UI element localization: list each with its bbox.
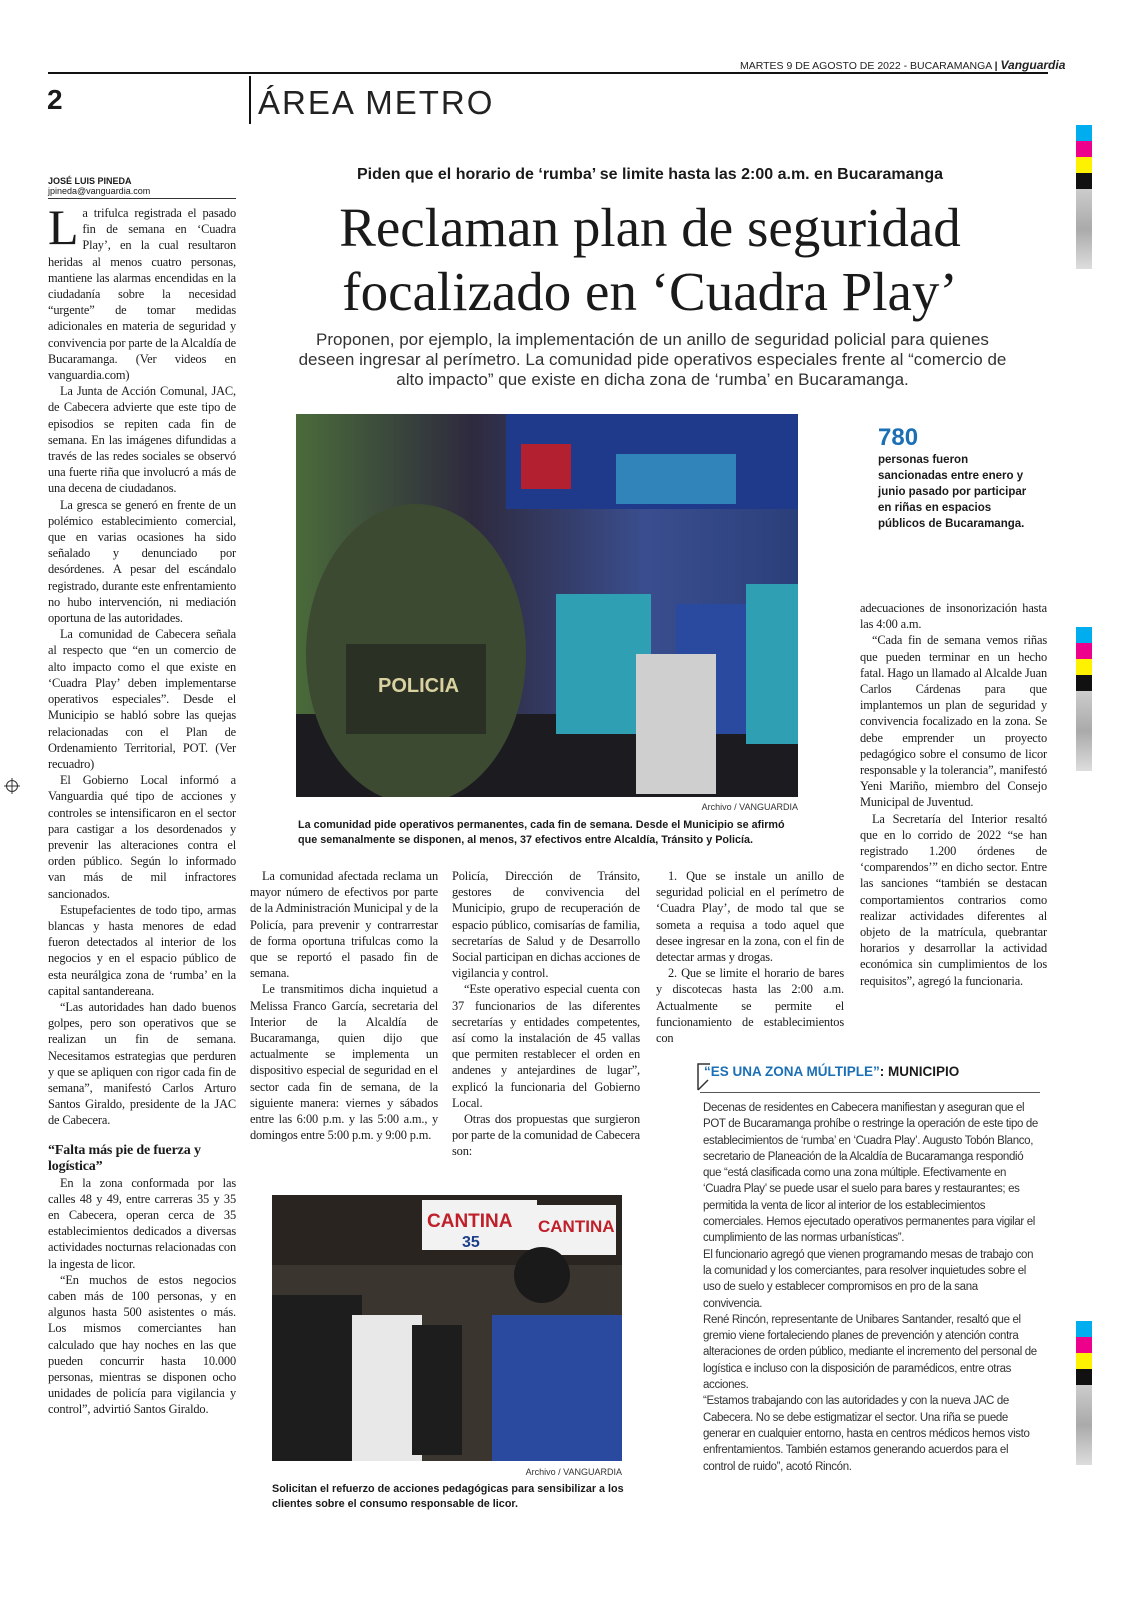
- photo2-caption: Solicitan el refuerzo de acciones pedagógicas para sensibilizar a los clientes sobre el consumo responsable de licor.: [272, 1483, 624, 1510]
- photo-pedagogical-action: [272, 1195, 622, 1461]
- title-line-2: focalizado en ‘Cuadra Play’: [342, 261, 958, 322]
- sidebar-paragraph-1: Decenas de residentes en Cabecera manifiestan y aseguran que el POT de Bucaramanga prohíbe o restringe la operación de este tipo de establecimientos de ‘rumba’ en ‘Cuadra Play’. Augusto Tobón Blanco, secretario de Planeación de la Alcaldía de Bucaramanga respondió que “está clasificada como una zona múltiple. Efectivamente en ‘Cuadra Play’ se puede usar el suelo para bares y restaurantes; es permitida la venta de licor al interior de los establecimientos comerciales. Hemos ejecutado operativos permanentes para vigilar el cumplimiento de las normas urbanísticas”.: [703, 1102, 1038, 1245]
- photo1-caption: La comunidad pide operativos permanentes, cada fin de semana. Desde el Municipio se afirmó que semanalmente se disponen, al menos, 37 efectivos entre Alcaldía, Tránsito y Policía.: [298, 819, 785, 846]
- col2-paragraph-1: La comunidad afectada reclama un mayor número de efectivos por parte de la Administración Municipal y de la Policía, para prevenir y contrarrestar de forma oportuna trifulcas como la que se reportó el pasado fin de semana.: [250, 869, 438, 981]
- reg-black: [1076, 173, 1092, 189]
- reg-yellow: [1076, 1353, 1092, 1369]
- sign-number-1: 35: [462, 1234, 480, 1251]
- col3-paragraph-3: Otras dos propuestas que surgieron por parte de la comunidad de Cabecera son:: [452, 1112, 640, 1159]
- header-rule: [48, 72, 1048, 74]
- sidebar-title: [704, 1064, 959, 1079]
- stat-text: personas fueron sancionadas entre enero y junio pasado por participar en riñas en espacios públicos de Bucaramanga.: [878, 454, 1027, 530]
- reg-yellow: [1076, 659, 1092, 675]
- byline-author: JOSÉ LUIS PINEDA: [48, 176, 132, 186]
- registration-marks-middle: [1076, 627, 1092, 771]
- reg-magenta: [1076, 1337, 1092, 1353]
- reg-black: [1076, 675, 1092, 691]
- col1-paragraph-9: “En muchos de estos negocios caben más de 100 personas, y en algunos hasta 500 asistentes o más. Los mismos comerciantes han calculado que hay noches en las que pueden concurrir hasta 10.000 personas, mientras se disponen ocho unidades de policía para vigilancia y control”, advirtió Santos Giraldo.: [48, 1272, 236, 1417]
- byline-email: jpineda@vanguardia.com: [48, 186, 236, 199]
- col1-paragraph-2: La Junta de Acción Comunal, JAC, de Cabecera advierte que este tipo de episodios se repiten cada fin de semana. En las imágenes difundidas a través de las redes sociales se observó una fuerte riña que involucró a más de una decena de ciudadanos.: [48, 384, 236, 496]
- col4-paragraph-2: 2. Que se limite el horario de bares y discotecas hasta las 2:00 a.m. Actualmente se permite el funcionamiento de establecimientos con: [656, 966, 844, 1046]
- col3-paragraph-1: Policía, Dirección de Tránsito, gestores de convivencia del Municipio, grupo de recuperación de espacio público, comisarías de familia, secretarías de Salud y de Desarrollo Social participan en dichas acciones de vigilancia y control.: [452, 869, 640, 981]
- reg-magenta: [1076, 141, 1092, 157]
- sign-cantina-1: CANTINA: [427, 1211, 513, 1232]
- sidebar-paragraph-3: René Rincón, representante de Unibares Santander, resaltó que el gremio viene fortaleciendo planes de prevención y atención contra alteraciones de orden público, mediante el incremento del personal de logística e incluso con la disposición de paramédicos, entre otras acciones.: [703, 1313, 1037, 1392]
- col1-paragraph-6: Estupefacientes de todo tipo, armas blancas y hasta menores de edad fueron detectados al interior de los negocios y en el espacio público de esta neurálgica zona de ‘rumba’ en la capital santandereana.: [48, 902, 236, 998]
- reg-cyan: [1076, 125, 1092, 141]
- sidebar-paragraph-2: El funcionario agregó que vienen programando mesas de trabajo con la comunidad y los comerciantes, para resolver inquietudes sobre el uso de suelo y establecer compromisos en pro de la sana convivencia.: [703, 1248, 1034, 1310]
- col1-paragraph-1: [48, 199, 236, 383]
- reg-gray-strip: [1076, 691, 1092, 771]
- drop-cap: L: [48, 199, 79, 255]
- col1-paragraph-8: En la zona conformada por las calles 48 y 49, entre carreras 35 y 35 en Cabecera, operan cerca de 35 establecimientos dedicados a diversas actividades nocturnas relacionadas con la ingesta de licor.: [48, 1175, 236, 1271]
- column-3: [452, 868, 640, 1160]
- reg-cyan: [1076, 1321, 1092, 1337]
- article-title: [250, 196, 1050, 324]
- sidebar-title-quote: “ES UNA ZONA MÚLTIPLE”: [704, 1064, 880, 1079]
- col1-paragraph-5: El Gobierno Local informó a Vanguardia qué tipo de acciones y controles se intensificaron en el sector para castigar a los desordenados y prevenir las alteraciones contra el orden público. Según lo informado van más de mil infractores sancionados.: [48, 773, 236, 901]
- brand-logo: Vanguardia: [1000, 58, 1066, 72]
- separator: |: [994, 60, 1001, 72]
- col4-paragraph-1: 1. Que se instale un anillo de seguridad policial en el perímetro de ‘Cuadra Play’, de modo tal que se someta a requisa a todo aquel que desee ingresar en la zona, con el fin de detectar armas y drogas.: [656, 869, 844, 965]
- sign-cantina-2: CANTINA: [538, 1217, 615, 1236]
- reg-cyan: [1076, 627, 1092, 643]
- column-4: [656, 868, 844, 1046]
- date-text: MARTES 9 DE AGOSTO DE 2022 - BUCARAMANGA: [740, 60, 992, 72]
- sidebar-body: [703, 1100, 1039, 1475]
- column-2: [250, 868, 438, 1143]
- col1-paragraph-7: “Las autoridades han dado buenos golpes, pero son operativos que se realizan un fin de semana. Necesitamos estrategias que perduren y que se apliquen con rigor cada fin de semana”, manifestó Carlos Arturo Santos Giraldo, presidente de la JAC de Cabecera.: [48, 999, 236, 1128]
- column-1: [48, 199, 236, 1418]
- col1-paragraph-3: La gresca se generó en frente de un polémico establecimiento comercial, que en varias ocasiones ha sido señalado y denunciado por desórdenes. A pesar del escándalo registrado, durante este enfrentamiento no hubo intervención, ni mediación oportuna de las autoridades.: [48, 497, 236, 626]
- byline: [48, 176, 236, 199]
- reg-black: [1076, 1369, 1092, 1385]
- registration-marks-top: [1076, 125, 1092, 269]
- reg-gray-strip: [1076, 189, 1092, 269]
- dateline: [740, 58, 1065, 72]
- section-title: ÁREA METRO: [258, 84, 495, 121]
- photo2-credit: Archivo / VANGUARDIA: [525, 1467, 622, 1477]
- article-kicker: Piden que el horario de ‘rumba’ se limite hasta las 2:00 a.m. en Bucaramanga: [357, 166, 943, 183]
- col5-paragraph-1: adecuaciones de insonorización hasta las 4:00 a.m.: [860, 601, 1047, 632]
- col5-paragraph-3: La Secretaría del Interior resaltó que en lo corrido de 2022 “se han registrado 1.200 órdenes de ‘comparendos’” en dicho sector. Entre las sanciones “también se destacan comportamientos contrarios como realizar actividades diferentes al objeto de la matrícula, quebrantar horarios y desarrollar la actividad económica sin cumplimientos de los requisitos”, agregó la funcionaria.: [860, 811, 1047, 988]
- section-divider: [249, 76, 251, 124]
- registration-marks-bottom: [1076, 1321, 1092, 1465]
- reg-magenta: [1076, 643, 1092, 659]
- col1-p1-text: a trifulca registrada el pasado fin de semana en ‘Cuadra Play’, en la cual resultaron heridas al menos cuatro personas, mantiene las alarmas encendidas en la ciudadanía sobre la necesidad “urgente” de tomar medidas adicionales en materia de seguridad y convivencia por parte de la Alcaldía de Bucaramanga. (Ver videos en vanguardia.com): [48, 206, 236, 383]
- page-number: 2: [47, 84, 63, 115]
- col3-paragraph-2: “Este operativo especial cuenta con 37 funcionarios de las diferentes secretarías y entidades competentes, así como la instalación de 45 vallas que permiten restablecer el orden en andenes y antejardines de lugar”, explicó la funcionaria del Gobierno Local.: [452, 982, 640, 1110]
- photo1-credit: Archivo / VANGUARDIA: [701, 802, 798, 812]
- article-deck: Proponen, por ejemplo, la implementación de un anillo de seguridad policial para quienes deseen ingresar al perímetro. La comunidad pide operativos especiales frente al “comercio de alto impacto” que existe en dicha zona de ‘rumba’ en Bucaramanga.: [298, 330, 1007, 389]
- stat-number: 780: [878, 424, 919, 451]
- crop-crosshair-icon: [4, 778, 20, 794]
- sidebar-paragraph-4: “Estamos trabajando con las autoridades y con la nueva JAC de Cabecera. No se debe estigmatizar el sector. Una riña se puede generar en cualquier entorno, hasta en centros médicos hemos visto enfrentamientos. También estamos generando acuerdos para el control de ruido”, acotó Rincón.: [703, 1395, 1030, 1473]
- sidebar-title-source: : MUNICIPIO: [879, 1064, 960, 1079]
- col1-paragraph-4: La comunidad de Cabecera señala al respecto que “en un comercio de alto impacto como el que existe en ‘Cuadra Play’ deben implementarse operativos especiales”. Desde el Municipio se habló sobre las quejas relacionadas con el Plan de Ordenamiento Territorial, POT. (Ver recuadro): [48, 627, 236, 771]
- col2-paragraph-2: Le transmitimos dicha inquietud a Melissa Franco García, secretaria del Interior de la Alcaldía de Bucaramanga, quien dijo que actualmente se implementa un dispositivo especial de seguridad en el sector cada fin de semana, de la siguiente manera: viernes y sábados entre las 6:00 p.m. y las 5:00 a.m., y domingos entre 5:00 p.m. y 9:00 p.m.: [250, 982, 438, 1143]
- column-5: [860, 600, 1047, 989]
- col1-subhead: “Falta más pie de fuerza y logística”: [48, 1142, 201, 1174]
- sidebar-box: [680, 1058, 1050, 1498]
- photo-police-label: POLICIA: [378, 675, 460, 697]
- col5-paragraph-2: “Cada fin de semana vemos riñas que pueden terminar en un hecho fatal. Hago un llamado al Alcalde Juan Carlos Cárdenas para que implantemos un plan de seguridad y convivencia focalizado en la zona. Se debe emprender un proyecto pedagógico sobre el consumo de licor responsable y la tolerancia”, manifestó Yeni Mariño, miembro del Consejo Municipal de Juventud.: [860, 633, 1047, 810]
- reg-yellow: [1076, 157, 1092, 173]
- title-line-1: Reclaman plan de seguridad: [339, 197, 961, 258]
- sidebar-rule: [700, 1092, 1040, 1093]
- reg-gray-strip: [1076, 1385, 1092, 1465]
- photo-police-operation: [296, 414, 798, 797]
